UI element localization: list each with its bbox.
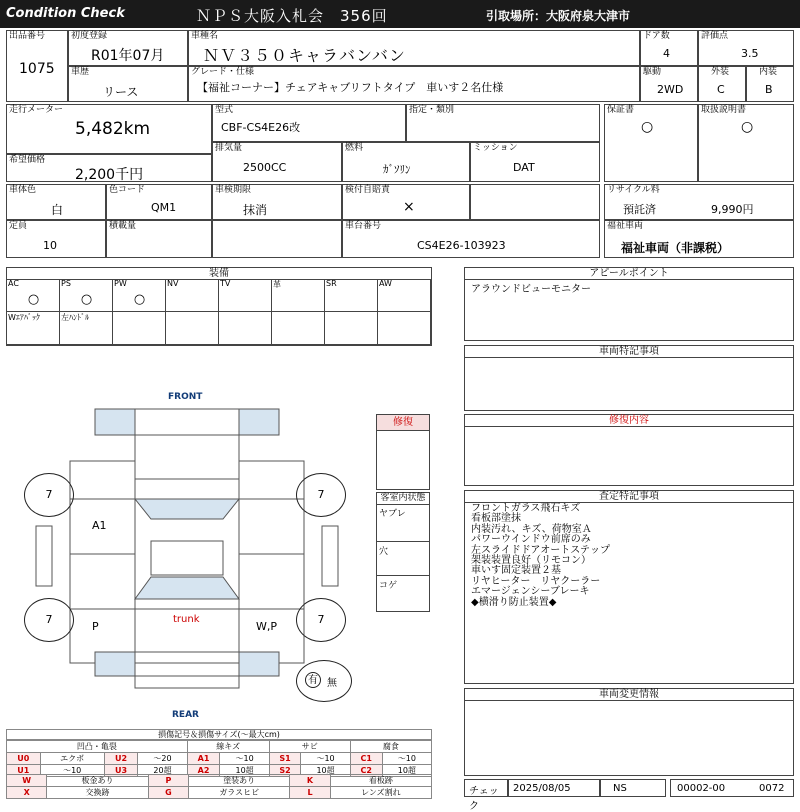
- inspection-note-line: 内装汚れ、キズ、荷物室Ａ: [471, 523, 592, 535]
- inspection-note-line: 看板部塗抹: [471, 513, 521, 525]
- inspection-note-line: パワーウインドウ前席のみ: [471, 534, 591, 546]
- legend-group-rust: サビ: [269, 741, 350, 753]
- legend-cell: 10超: [220, 765, 269, 777]
- legend-cell: 10超: [382, 765, 431, 777]
- lot-number-box: [6, 30, 68, 102]
- doors-box: [640, 30, 698, 66]
- first-reg-value: R01年07月: [91, 48, 165, 64]
- manual-value: ○: [741, 119, 754, 135]
- legend-cell: 塗装あり: [189, 775, 290, 787]
- price-label: 希望価格: [9, 155, 46, 165]
- check-user-box: [600, 779, 666, 797]
- check-code2: 0072: [759, 783, 785, 794]
- repair-detail-panel: [464, 414, 794, 486]
- rear-label: REAR: [172, 710, 199, 720]
- displacement-box: [212, 142, 342, 182]
- drive-box: [640, 66, 698, 102]
- manual-box: [698, 104, 794, 182]
- check-date-box: [508, 779, 600, 797]
- legend-group-corrosion: 腐食: [350, 741, 431, 753]
- interior-grade-box: [746, 66, 794, 102]
- recycle-label: リサイクル料: [607, 185, 660, 195]
- header-bar: [0, 0, 800, 28]
- score-value: 3.5: [741, 47, 759, 60]
- interior-item-hole-label: 穴: [379, 547, 389, 557]
- car-name-box: [188, 30, 640, 66]
- change-info-panel: [464, 688, 794, 776]
- front-right-fender: [239, 461, 304, 499]
- appeal-title: アピールポイント: [465, 268, 793, 280]
- check-code-box: [670, 779, 794, 797]
- tire-front-left: [24, 473, 74, 517]
- equipment-cell: [7, 312, 60, 345]
- displacement-value: 2500CC: [243, 161, 287, 174]
- capacity-value: 10: [43, 239, 57, 252]
- drive-value: 2WD: [657, 83, 684, 96]
- insurance-box: [342, 184, 470, 220]
- legend-cell: C2: [350, 765, 382, 777]
- check-code1: 00002-00: [677, 783, 726, 794]
- model-box: [212, 104, 406, 142]
- exterior-label: 外装: [711, 67, 730, 77]
- equipment-cell: [378, 312, 431, 345]
- tire-rear-left: [24, 598, 74, 642]
- repair-box: [376, 414, 430, 490]
- equipment-label: TV: [220, 279, 231, 288]
- equipment-label: AC: [8, 279, 19, 288]
- tire-rear-right: [296, 598, 346, 642]
- special-notes-panel: [464, 345, 794, 411]
- legend-cell: S2: [269, 765, 301, 777]
- inspection-label: 車検期限: [215, 185, 252, 195]
- legend-cell: S1: [269, 753, 301, 765]
- welfare-label: 福祉車両: [607, 221, 644, 231]
- legend-table-marks: [6, 774, 432, 799]
- interior-state-title: 客室内状態: [377, 493, 429, 505]
- legend-cell: C1: [350, 753, 382, 765]
- chassis-label: 車台番号: [345, 221, 382, 231]
- equipment-cell: [7, 279, 60, 312]
- inspection-note-line: 左スライドドアオートステップ: [471, 544, 610, 556]
- recycle-status: 預託済: [623, 203, 656, 216]
- legend-table-sizes: [6, 740, 432, 777]
- inspection-note-line: 車いす固定装置２基: [471, 565, 561, 577]
- legend-cell: 20超: [138, 765, 187, 777]
- appeal-panel: [464, 267, 794, 341]
- fuel-value: ｶﾞｿﾘﾝ: [383, 163, 411, 176]
- equipment-label: 左ﾊﾝﾄﾞﾙ: [61, 313, 89, 322]
- price-value: 2,200千円: [75, 167, 144, 183]
- load-box: [106, 220, 212, 258]
- damage-mark-a1: A1: [92, 519, 107, 532]
- front-label: FRONT: [168, 392, 203, 402]
- tire-front-right-value: 7: [317, 488, 325, 501]
- equipment-label: Wｴｱﾊﾞｯｸ: [8, 313, 40, 322]
- interior-item-tear-label: ヤブレ: [379, 509, 406, 519]
- legend-cell: U3: [104, 765, 138, 777]
- lot-value: 1075: [19, 61, 55, 77]
- chassis-value: CS4E26-103923: [417, 239, 506, 252]
- insurance-label: 検付自賠責: [345, 185, 391, 195]
- history-value: リース: [103, 85, 139, 99]
- equipment-cell: [378, 279, 431, 312]
- recycle-box: [604, 184, 794, 220]
- legend-cell: ～20: [138, 753, 187, 765]
- inspection-note-line: 架装装置良好（リモコン）: [471, 555, 591, 567]
- legend-cell: U2: [104, 753, 138, 765]
- check-date: 2025/08/05: [513, 783, 571, 794]
- equipment-title: 装備: [7, 268, 431, 280]
- load-label: 積載量: [109, 221, 137, 231]
- equipment-value: ○: [133, 292, 146, 307]
- inspection-notes-list: [471, 504, 787, 608]
- car-diagram: [0, 388, 376, 722]
- change-info-title: 車両変更情報: [465, 689, 793, 701]
- legend-cell: L: [290, 787, 330, 799]
- interior-grade-value: B: [765, 83, 773, 96]
- hood: [135, 435, 239, 479]
- inspection-note-line: エマージェンシーブレーキ: [471, 586, 590, 598]
- legend-cell: レンズ割れ: [330, 787, 431, 799]
- capacity-label: 定員: [9, 221, 28, 231]
- rear-left-corner: [95, 652, 135, 676]
- mission-value: DAT: [513, 161, 535, 174]
- capacity-box: [6, 220, 106, 258]
- color-code-label: 色コード: [109, 185, 146, 195]
- doors-value: 4: [663, 47, 670, 60]
- model-label: 型式: [215, 105, 234, 115]
- equipment-label: PS: [61, 279, 71, 288]
- chassis-box: [342, 220, 600, 258]
- inspection-notes-panel: [464, 490, 794, 684]
- spare-present-mark: 有: [305, 672, 321, 688]
- mission-label: ミッション: [473, 143, 518, 153]
- equipment-cell: [113, 279, 166, 312]
- displacement-label: 排気量: [215, 143, 243, 153]
- insurance-extra-box: [470, 184, 600, 220]
- equipment-value: ○: [27, 292, 40, 307]
- equipment-cell: [219, 279, 272, 312]
- check-label: チェック: [469, 786, 499, 812]
- grade-value: 【福祉コーナー】チェアキャブリフトタイプ 車いす２名仕様: [197, 81, 504, 94]
- legend-cell: ～10: [382, 753, 431, 765]
- welfare-value: 福祉車両（非課税）: [621, 241, 730, 255]
- manual-label: 取扱説明書: [701, 105, 747, 115]
- equipment-cell: [60, 312, 113, 345]
- front-left-fender: [70, 461, 135, 499]
- score-box: [698, 30, 794, 66]
- front-left-corner: [95, 409, 135, 435]
- equipment-cell: [166, 312, 219, 345]
- equipment-cell: [272, 279, 325, 312]
- color-code-value: QM1: [151, 201, 177, 214]
- inspection-value: 抹消: [243, 203, 268, 217]
- tire-rear-right-value: 7: [317, 613, 325, 626]
- inspection-notes-title: 査定特記事項: [465, 491, 793, 503]
- model-value: CBF-CS4E26改: [221, 121, 301, 134]
- equipment-cell: [325, 279, 378, 312]
- windshield: [135, 499, 239, 519]
- warranty-label: 保証書: [607, 105, 635, 115]
- equipment-label: NV: [167, 279, 179, 288]
- legend-cell: A2: [187, 765, 220, 777]
- legend-cell: ガラスヒビ: [189, 787, 290, 799]
- grade-box: [188, 66, 640, 102]
- appeal-text: アラウンドビューモニター: [471, 284, 591, 295]
- right-mirror: [322, 526, 338, 586]
- interior-item-tear: [377, 504, 429, 542]
- body-color-value: 白: [51, 203, 64, 217]
- tire-rear-left-value: 7: [45, 613, 53, 626]
- spare-tire-indicator: [296, 660, 352, 702]
- equipment-label: SR: [326, 279, 337, 288]
- legend-cell: U1: [7, 765, 41, 777]
- equipment-cell: [166, 279, 219, 312]
- special-notes-title: 車両特記事項: [465, 346, 793, 358]
- equipment-grid: [7, 279, 431, 345]
- tire-front-left-value: 7: [45, 488, 53, 501]
- first-reg-box: [68, 30, 188, 66]
- score-label: 評価点: [701, 31, 729, 41]
- legend-cell: X: [7, 787, 47, 799]
- damage-mark-wp-right: W,P: [256, 620, 278, 633]
- interior-grade-label: 内装: [759, 67, 778, 77]
- first-reg-label: 初度登録: [71, 31, 108, 41]
- interior-item-burn-label: コゲ: [379, 581, 398, 591]
- exterior-box: [698, 66, 746, 102]
- equipment-label: 革: [273, 280, 281, 289]
- legend-cell: G: [148, 787, 188, 799]
- history-box: [68, 66, 188, 102]
- body-color-label: 車体色: [9, 185, 37, 195]
- designation-label: 指定・類別: [409, 105, 455, 115]
- equipment-value: ○: [80, 292, 93, 307]
- legend-cell: U0: [7, 753, 41, 765]
- mileage-label: 走行メーター: [9, 105, 64, 115]
- color-code-box: [106, 184, 212, 220]
- designation-box: [406, 104, 600, 142]
- inspection-note-line: ◆横滑り防止装置◆: [471, 596, 557, 608]
- car-name-label: 車種名: [191, 31, 219, 41]
- mileage-value: 5,482km: [75, 119, 151, 139]
- trunk-label: trunk: [173, 614, 200, 625]
- empty-box-1: [212, 220, 342, 258]
- legend-cell: ～10: [40, 765, 104, 777]
- sunroof: [151, 541, 223, 575]
- mileage-box: [6, 104, 212, 154]
- equipment-cell: [113, 312, 166, 345]
- legend-cell: 板金あり: [47, 775, 148, 787]
- grade-label: グレード・仕様: [191, 67, 255, 77]
- fuel-label: 燃料: [345, 143, 364, 153]
- check-label-box: [464, 779, 508, 812]
- legend-cell: ～10: [301, 753, 350, 765]
- equipment-cell: [272, 312, 325, 345]
- check-user: NS: [613, 783, 627, 794]
- equipment-panel: [6, 267, 432, 346]
- fuel-box: [342, 142, 470, 182]
- body-color-box: [6, 184, 106, 220]
- equipment-cell: [60, 279, 113, 312]
- inspection-note-line: フロントガラス飛石キズ: [471, 503, 581, 514]
- form-title: Condition Check: [6, 6, 125, 21]
- recycle-value: 9,990円: [711, 203, 754, 216]
- repair-box-title: 修復: [377, 415, 429, 431]
- legend-cell: K: [290, 775, 330, 787]
- spare-none-mark: 無: [327, 678, 337, 689]
- history-label: 車歴: [71, 67, 90, 77]
- legend-cell: A1: [187, 753, 220, 765]
- rear-window: [135, 577, 239, 599]
- front-right-corner: [239, 409, 279, 435]
- interior-item-hole: [377, 542, 429, 576]
- equipment-label: AW: [379, 279, 392, 288]
- damage-legend: [6, 729, 432, 797]
- interior-item-burn: [377, 576, 429, 611]
- equipment-label: PW: [114, 279, 127, 288]
- price-box: [6, 154, 212, 182]
- legend-cell: 看板跡: [330, 775, 431, 787]
- car-name-value: ＮＶ３５０キャラバンバン: [203, 46, 406, 65]
- auction-title: ＮＰＳ大阪入札会 356回: [196, 7, 388, 25]
- legend-group-dent: 凹凸・亀裂: [7, 741, 188, 753]
- inspection-note-line: リヤヒーター リヤクーラー: [471, 575, 601, 587]
- interior-state-box: [376, 492, 430, 612]
- insurance-value: ×: [403, 199, 415, 215]
- tire-front-right: [296, 473, 346, 517]
- legend-cell: 交換跡: [47, 787, 148, 799]
- legend-cell: W: [7, 775, 47, 787]
- legend-cell: P: [148, 775, 188, 787]
- damage-mark-p-left: P: [92, 620, 99, 633]
- mission-box: [470, 142, 600, 182]
- drive-label: 駆動: [643, 67, 662, 77]
- rear-right-corner: [239, 652, 279, 676]
- legend-group-scratch: 線キズ: [187, 741, 269, 753]
- warranty-box: [604, 104, 698, 182]
- legend-title: 損傷記号＆損傷サイズ(～最大cm): [6, 729, 432, 740]
- lot-label: 出品番号: [9, 31, 46, 41]
- exterior-value: C: [717, 83, 725, 96]
- left-mirror: [36, 526, 52, 586]
- repair-detail-title: 修復内容: [465, 415, 793, 427]
- warranty-value: ○: [641, 119, 654, 135]
- pickup-location: 引取場所：大阪府泉大津市: [486, 9, 631, 23]
- doors-label: ドア数: [643, 31, 670, 41]
- welfare-box: [604, 220, 794, 258]
- inspection-box: [212, 184, 342, 220]
- equipment-cell: [325, 312, 378, 345]
- legend-cell: 10超: [301, 765, 350, 777]
- equipment-cell: [219, 312, 272, 345]
- legend-cell: ～10: [220, 753, 269, 765]
- legend-cell: エクボ: [40, 753, 104, 765]
